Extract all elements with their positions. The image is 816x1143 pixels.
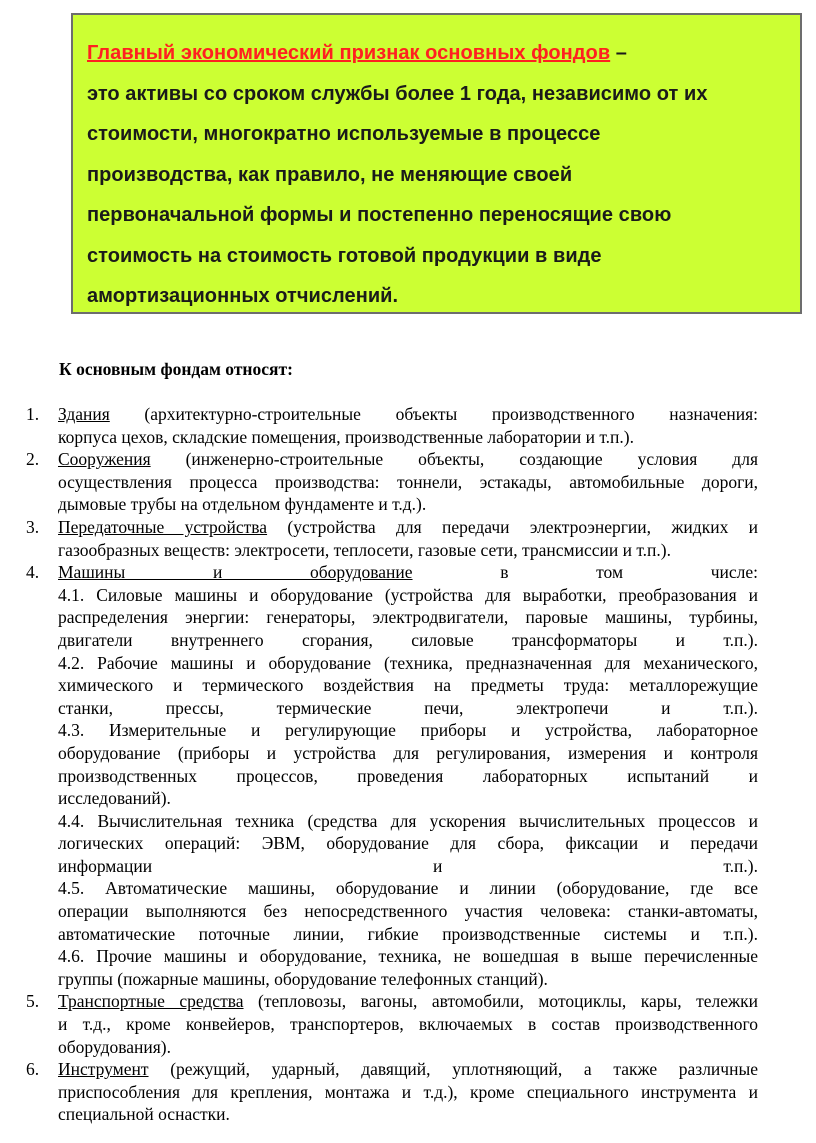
list-item-number: 1. [26,404,40,424]
list-item-number: 6. [26,1059,40,1080]
callout-first-line [87,33,786,74]
list-item-line: станки, прессы, термические печи, электропечи и т.п.). [58,697,758,718]
list-item-number: 2. [26,449,40,470]
fixed-assets-list [0,403,816,1126]
callout-line: производства, как правило, не меняющие своей [87,163,573,186]
list-item-line: двигатели внутреннего сгорания, силовые трансформаторы и т.п.). [58,629,758,650]
callout-highlight: Главный экономический признак основных фондов [87,42,611,64]
list-item-line: распределения энергии: генераторы, электродвигатели, паровые машины, турбины, [58,607,758,628]
definition-callout [71,13,802,314]
list-item-line: группы (пожарные машины, оборудование телефонных станций). [58,968,548,989]
callout-dash: – [610,42,627,64]
list-item-line: 4.6. Прочие машины и оборудование, техника, не вошедшая в выше перечисленные [58,946,758,967]
list-item-text: (устройства для передачи электроэнергии, жидких и [267,516,758,537]
list-item-term: Передаточные устройства [58,516,268,537]
list-item-line: приспособления для крепления, монтажа и т.д.), кроме специального инструмента и [58,1081,758,1102]
list-item [0,1058,816,1126]
list-item-line: химического и термического воздействия на предметы труда: металлорежущие [58,675,758,696]
list-item-line: корпуса цехов, складские помещения, производственные лаборатории и т.п.). [58,426,634,447]
list-item [0,516,816,561]
list-item-line: 4.5. Автоматические машины, оборудование и линии (оборудование, где все [58,878,758,899]
list-item-line: и т.д., кроме конвейеров, транспортеров, включаемых в состав производственного [58,1014,758,1035]
list-item-line: оборудование (приборы и устройства для регулирования, измерения и контроля [58,742,758,763]
list-item-line: операции выполняются без непосредственного участия человека: станки-автоматы, [58,901,758,922]
list-item-term: Инструмент [58,1059,149,1080]
list-item [0,403,816,448]
list-item-text: в том числе: [412,562,759,583]
list-item-number: 3. [26,516,40,537]
list-item-line: 4.2. Рабочие машины и оборудование (техника, предназначенная для механического, [58,652,758,673]
callout-line: стоимости, многократно используемые в процессе [87,123,601,145]
list-item [0,990,816,1058]
list-item-line: 4.4. Вычислительная техника (средства для ускорения вычислительных процессов и [58,810,758,831]
list-item-number: 4. [26,562,40,583]
list-item-first-line [58,516,758,539]
list-item-term: Здания [58,404,110,424]
list-item-first-line [58,561,758,584]
list-item-first-line [58,1058,758,1081]
list-item-line: информации и т.п.). [58,855,758,876]
list-item-line: производственных процессов, проведения лабораторных испытаний и [58,765,758,786]
list-item-text: (инженерно-строительные объекты, создающие условия для [150,449,758,470]
list-item-line: исследований). [58,788,171,809]
list-item-first-line [58,448,758,471]
list-intro: К основным фондам относят: [59,359,293,379]
callout-line: амортизационных отчислений. [87,285,399,307]
list-item-line: автоматические поточные линии, гибкие производственные системы и т.п.). [58,923,758,944]
list-item [0,561,816,990]
list-item-line: дымовые трубы на отдельном фундаменте и т.д.). [58,494,427,515]
list-item-number: 5. [26,991,40,1012]
list-item-line: осуществления процесса производства: тоннели, эстакады, автомобильные дороги, [58,471,758,492]
list-item-line: 4.3. Измерительные и регулирующие приборы и устройства, лабораторное [58,720,758,741]
list-item-line: газообразных веществ: электросети, теплосети, газовые сети, трансмиссии и т.п.). [58,539,672,560]
callout-line: первоначальной формы и постепенно переносящие свою [87,204,672,226]
list-item-line: 4.1. Силовые машины и оборудование (устройства для выработки, преобразования и [58,584,758,605]
list-item-term: Сооружения [58,449,151,470]
list-item-term: Транспортные средства [58,991,244,1012]
list-item-text: (режущий, ударный, давящий, уплотняющий, а также различные [148,1059,758,1080]
list-item-first-line [58,403,758,426]
list-item-line: специальной оснастки. [58,1104,230,1125]
list-item-text: (тепловозы, вагоны, автомобили, мотоциклы, кары, тележки [243,991,758,1012]
list-item-line: оборудования). [58,1036,172,1057]
list-item-term: Машины и оборудование [58,562,413,583]
callout-line: стоимость на стоимость готовой продукции в виде [87,244,602,267]
list-item [0,448,816,516]
list-item-first-line [58,990,758,1013]
list-item-line: логических операций: ЭВМ, оборудование для сбора, фиксации и передачи [58,833,758,854]
callout-line: это активы со сроком службы более 1 года, независимо от их [87,82,708,105]
list-item-text: (архитектурно-строительные объекты производственного назначения: [109,404,758,424]
